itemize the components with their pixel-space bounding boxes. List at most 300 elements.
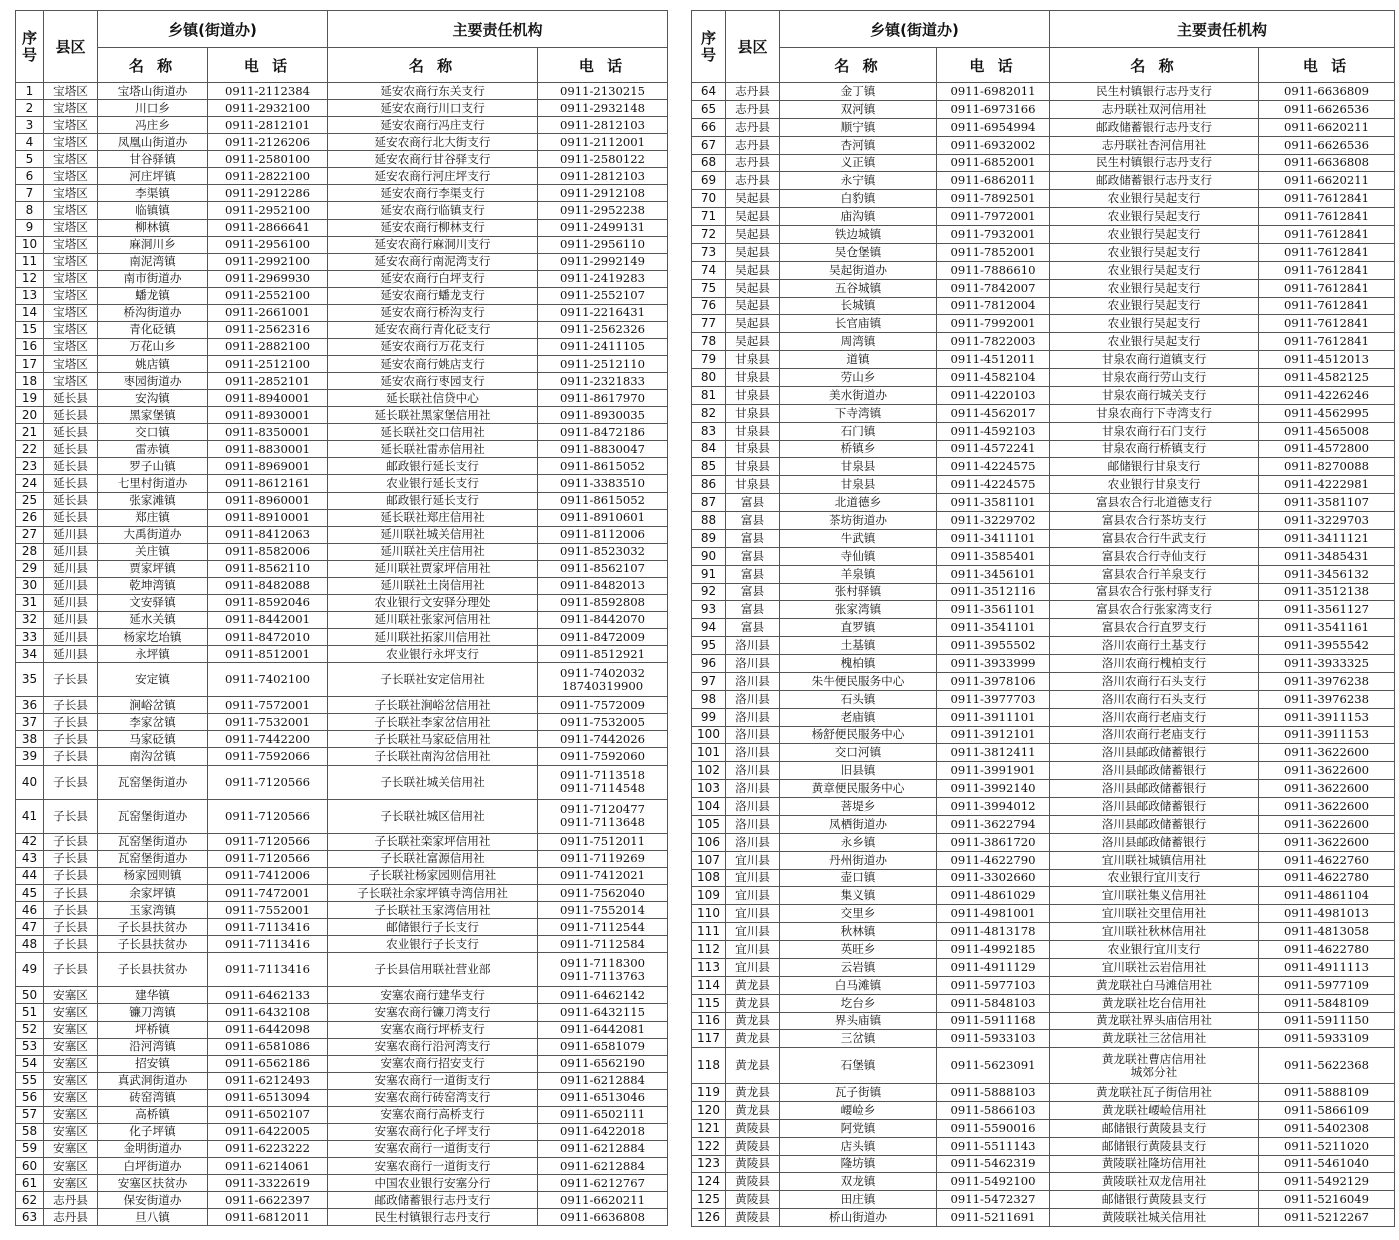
table-row	[692, 762, 1395, 780]
org-phone-cell: 0911-2321833	[538, 373, 668, 390]
county-cell: 甘泉县	[726, 351, 780, 369]
org-phone-cell: 0911-6212884	[538, 1140, 668, 1157]
county-cell: 吴起县	[726, 333, 780, 351]
header-county: 县区	[726, 11, 780, 83]
org-name-cell: 洛川农商行石头支行	[1050, 690, 1259, 708]
org-phone-cell: 0911-6581079	[538, 1038, 668, 1055]
seq-cell: 102	[692, 762, 726, 780]
seq-cell: 25	[16, 492, 44, 509]
header-seq: 序号	[16, 11, 44, 83]
org-name-cell: 安塞农商行一道街支行	[328, 1140, 538, 1157]
county-cell: 黄陵县	[726, 1155, 780, 1173]
town-phone-cell: 0911-8612161	[208, 475, 328, 492]
org-phone-cell: 0911-3622600	[1259, 762, 1395, 780]
org-phone-cell: 0911-7112544	[538, 919, 668, 936]
org-name-cell: 延安农商行白坪支行	[328, 270, 538, 287]
seq-cell: 27	[16, 526, 44, 543]
org-name-cell: 延安农商行蟠龙支行	[328, 287, 538, 304]
table-row	[692, 726, 1395, 744]
org-name-cell: 农业银行宜川支行	[1050, 869, 1259, 887]
town-name-cell: 槐柏镇	[780, 655, 937, 673]
town-name-cell: 下寺湾镇	[780, 404, 937, 422]
town-phone-cell: 0911-8930001	[208, 407, 328, 424]
town-phone-cell: 0911-3861720	[937, 833, 1050, 851]
town-phone-cell: 0911-6862011	[937, 172, 1050, 190]
seq-cell: 33	[16, 629, 44, 646]
seq-cell: 8	[16, 202, 44, 219]
town-name-cell: 界头庙镇	[780, 1012, 937, 1030]
town-name-cell: 真武洞街道办	[98, 1072, 208, 1089]
county-cell: 宝塔区	[44, 83, 98, 100]
org-name-cell: 延安农商行万花支行	[328, 338, 538, 355]
town-phone-cell: 0911-7402100	[208, 663, 328, 697]
town-name-cell: 七里村街道办	[98, 475, 208, 492]
town-phone-cell: 0911-6562186	[208, 1055, 328, 1072]
town-phone-cell: 0911-7572001	[208, 697, 328, 714]
org-name-cell: 延安农商行枣园支行	[328, 373, 538, 390]
org-name-cell: 邮储银行黄陵县支行	[1050, 1137, 1259, 1155]
town-phone-cell: 0911-6212493	[208, 1072, 328, 1089]
seq-cell: 116	[692, 1012, 726, 1030]
seq-cell: 42	[16, 833, 44, 850]
county-cell: 宝塔区	[44, 373, 98, 390]
town-phone-cell: 0911-7852001	[937, 243, 1050, 261]
org-name-cell: 甘泉农商行道镇支行	[1050, 351, 1259, 369]
org-phone-cell: 0911-2552107	[538, 287, 668, 304]
table-row	[692, 154, 1395, 172]
town-name-cell: 张村驿镇	[780, 583, 937, 601]
org-name-cell: 延长联社交口信用社	[328, 424, 538, 441]
org-name-cell: 农业银行甘泉支行	[1050, 476, 1259, 494]
town-phone-cell: 0911-2992100	[208, 253, 328, 270]
org-name-cell: 中国农业银行安塞分行	[328, 1175, 538, 1192]
org-name-cell: 延安农商行青化砭支行	[328, 321, 538, 338]
seq-cell: 68	[692, 154, 726, 172]
org-phone-cell: 0911-8482013	[538, 577, 668, 594]
county-cell: 吴起县	[726, 226, 780, 244]
county-cell: 子长县	[44, 697, 98, 714]
table-row	[692, 905, 1395, 923]
table-row	[692, 941, 1395, 959]
org-name-cell: 延长联社信贷中心	[328, 390, 538, 407]
table-row	[692, 1119, 1395, 1137]
table-row	[16, 731, 668, 748]
seq-cell: 7	[16, 185, 44, 202]
table-row	[692, 1155, 1395, 1173]
table-row	[692, 583, 1395, 601]
seq-cell: 79	[692, 351, 726, 369]
table-row	[16, 390, 668, 407]
seq-cell: 53	[16, 1038, 44, 1055]
org-phone-cell: 0911-4562995	[1259, 404, 1395, 422]
county-cell: 洛川县	[726, 780, 780, 798]
town-name-cell: 金明街道办	[98, 1140, 208, 1157]
org-name-cell: 子长联社富源信用社	[328, 850, 538, 867]
table-row	[692, 869, 1395, 887]
town-phone-cell: 0911-3978106	[937, 672, 1050, 690]
town-name-cell: 双龙镇	[780, 1173, 937, 1191]
org-phone-cell: 0911-6442081	[538, 1021, 668, 1038]
town-phone-cell: 0911-6442098	[208, 1021, 328, 1038]
town-phone-cell: 0911-2512100	[208, 356, 328, 373]
org-phone-cell: 0911-6562190	[538, 1055, 668, 1072]
org-phone-cell: 0911-8472009	[538, 629, 668, 646]
header-org-name: 名 称	[1050, 48, 1259, 83]
seq-cell: 22	[16, 441, 44, 458]
table-row	[692, 440, 1395, 458]
org-name-cell: 延川联社张家河信用社	[328, 611, 538, 628]
county-cell: 黄陵县	[726, 1137, 780, 1155]
org-phone-cell: 0911-4981013	[1259, 905, 1395, 923]
county-cell: 安塞区	[44, 1055, 98, 1072]
cell-line: 0911-7113518	[559, 768, 646, 783]
seq-cell: 61	[16, 1175, 44, 1192]
org-name-cell: 子长联社城关信用社	[328, 765, 538, 799]
cell-line: 18740319900	[561, 678, 644, 693]
town-phone-cell: 0911-6502107	[208, 1106, 328, 1123]
county-cell: 子长县	[44, 884, 98, 901]
org-name-cell: 民生村镇银行志丹支行	[328, 1209, 538, 1226]
org-phone-cell: 0911-7532005	[538, 714, 668, 731]
org-name-cell: 安塞农商行坪桥支行	[328, 1021, 538, 1038]
town-name-cell: 黄章便民服务中心	[780, 780, 937, 798]
org-phone-cell: 0911-6626536	[1259, 136, 1395, 154]
header-town-name: 名 称	[780, 48, 937, 83]
org-phone-cell: 0911-8830047	[538, 441, 668, 458]
seq-cell: 108	[692, 869, 726, 887]
org-name-cell: 民生村镇银行志丹支行	[1050, 154, 1259, 172]
seq-cell: 52	[16, 1021, 44, 1038]
org-name-cell: 安塞农商行砖窑湾支行	[328, 1089, 538, 1106]
org-phone-cell: 0911-8442070	[538, 611, 668, 628]
town-name-cell: 李渠镇	[98, 185, 208, 202]
county-cell: 吴起县	[726, 208, 780, 226]
seq-cell: 71	[692, 208, 726, 226]
town-name-cell: 杏河镇	[780, 136, 937, 154]
org-name-cell: 甘泉农商行石门支行	[1050, 422, 1259, 440]
table-row	[16, 356, 668, 373]
org-name-cell: 富县农合行寺仙支行	[1050, 547, 1259, 565]
county-cell: 甘泉县	[726, 404, 780, 422]
seq-cell: 123	[692, 1155, 726, 1173]
org-phone-cell: 0911-4582125	[1259, 369, 1395, 387]
town-name-cell: 麻洞川乡	[98, 236, 208, 253]
town-phone-cell: 0911-8412063	[208, 526, 328, 543]
town-phone-cell: 0911-3812411	[937, 744, 1050, 762]
town-name-cell: 张家湾镇	[780, 601, 937, 619]
org-phone-cell: 0911-4565008	[1259, 422, 1395, 440]
org-phone-cell: 0911-5211020	[1259, 1137, 1395, 1155]
org-phone-cell: 0911-5911150	[1259, 1012, 1395, 1030]
table-body-right	[692, 83, 1395, 1227]
org-phone-cell: 0911-3911153	[1259, 708, 1395, 726]
seq-cell: 6	[16, 168, 44, 185]
table-row	[692, 672, 1395, 690]
org-name-cell: 黄龙联社圪台信用社	[1050, 994, 1259, 1012]
town-phone-cell: 0911-7992001	[937, 315, 1050, 333]
town-name-cell: 柳林镇	[98, 219, 208, 236]
org-name-cell: 邮储银行黄陵县支行	[1050, 1119, 1259, 1137]
table-row	[16, 1004, 668, 1021]
seq-cell: 28	[16, 543, 44, 560]
town-name-cell: 周湾镇	[780, 333, 937, 351]
county-cell: 洛川县	[726, 690, 780, 708]
cell-line: 0911-7402032	[559, 665, 646, 680]
table-row	[16, 987, 668, 1004]
org-name-cell: 延长联社雷赤信用社	[328, 441, 538, 458]
org-phone-cell: 0911-4222981	[1259, 476, 1395, 494]
town-name-cell: 壶口镇	[780, 869, 937, 887]
town-phone-cell: 0911-3912101	[937, 726, 1050, 744]
town-name-cell: 瓦窑堡街道办	[98, 799, 208, 833]
org-phone-cell: 0911-3622600	[1259, 815, 1395, 833]
table-row	[16, 202, 668, 219]
seq-cell: 88	[692, 512, 726, 530]
county-cell: 宝塔区	[44, 219, 98, 236]
org-phone-cell: 0911-8112006	[538, 526, 668, 543]
town-phone-cell: 0911-8830001	[208, 441, 328, 458]
header-seq: 序号	[692, 11, 726, 83]
town-name-cell: 镰刀湾镇	[98, 1004, 208, 1021]
town-phone-cell: 0911-7972001	[937, 208, 1050, 226]
org-name-cell: 延安农商行甘谷驿支行	[328, 151, 538, 168]
seq-cell: 99	[692, 708, 726, 726]
seq-cell: 86	[692, 476, 726, 494]
seq-cell: 26	[16, 509, 44, 526]
org-name-cell: 延安农商行柳林支行	[328, 219, 538, 236]
org-phone-cell: 0911-2419283	[538, 270, 668, 287]
seq-cell: 83	[692, 422, 726, 440]
town-name-cell: 蟠龙镇	[98, 287, 208, 304]
org-phone-cell: 0911-7612841	[1259, 226, 1395, 244]
county-cell: 富县	[726, 601, 780, 619]
seq-cell: 103	[692, 780, 726, 798]
seq-cell: 94	[692, 619, 726, 637]
table-row	[16, 611, 668, 628]
table-row	[16, 441, 668, 458]
org-name-cell: 农业银行延长支行	[328, 475, 538, 492]
org-phone-cell: 0911-7612841	[1259, 243, 1395, 261]
table-row	[692, 976, 1395, 994]
town-name-cell: 牛武镇	[780, 529, 937, 547]
town-phone-cell: 0911-7822003	[937, 333, 1050, 351]
seq-cell: 41	[16, 799, 44, 833]
org-phone-cell: 0911-8615052	[538, 492, 668, 509]
town-name-cell: 金丁镇	[780, 83, 937, 101]
table-row	[692, 1209, 1395, 1227]
town-name-cell: 直罗镇	[780, 619, 937, 637]
table-row	[16, 850, 668, 867]
town-phone-cell: 0911-5492100	[937, 1173, 1050, 1191]
county-cell: 志丹县	[44, 1192, 98, 1209]
table-row	[16, 884, 668, 901]
org-phone-cell: 0911-2812103	[538, 117, 668, 134]
header-county: 县区	[44, 11, 98, 83]
table-row	[16, 526, 668, 543]
seq-cell: 107	[692, 851, 726, 869]
org-phone-cell: 0911-4512013	[1259, 351, 1395, 369]
table-row	[16, 1055, 668, 1072]
org-phone-cell: 0911-7512011	[538, 833, 668, 850]
cell-line: 0911-7120477	[559, 802, 646, 817]
org-phone-cell: 0911-3411121	[1259, 529, 1395, 547]
town-name-cell: 白豹镇	[780, 190, 937, 208]
table-row	[692, 83, 1395, 101]
seq-cell: 91	[692, 565, 726, 583]
town-name-cell: 延水关镇	[98, 611, 208, 628]
seq-cell: 117	[692, 1030, 726, 1048]
town-phone-cell: 0911-4224575	[937, 476, 1050, 494]
org-phone-cell: 0911-3622600	[1259, 744, 1395, 762]
town-phone-cell: 0911-3585401	[937, 547, 1050, 565]
org-phone-cell: 0911-3622600	[1259, 798, 1395, 816]
table-row	[692, 780, 1395, 798]
seq-cell: 72	[692, 226, 726, 244]
town-phone-cell: 0911-4572241	[937, 440, 1050, 458]
org-name-cell: 延川联社城关信用社	[328, 526, 538, 543]
seq-cell: 21	[16, 424, 44, 441]
org-name-cell: 志丹联社双河信用社	[1050, 100, 1259, 118]
org-phone-cell: 0911-7562040	[538, 884, 668, 901]
table-row	[16, 338, 668, 355]
town-name-cell: 五谷城镇	[780, 279, 937, 297]
county-cell: 志丹县	[726, 83, 780, 101]
org-name-cell: 邮政储蓄银行志丹支行	[1050, 172, 1259, 190]
county-cell: 吴起县	[726, 315, 780, 333]
seq-cell: 58	[16, 1123, 44, 1140]
town-phone-cell: 0911-3512116	[937, 583, 1050, 601]
town-phone-cell: 0911-6422005	[208, 1123, 328, 1140]
seq-cell: 3	[16, 117, 44, 134]
org-name-cell: 安塞农商行一道街支行	[328, 1158, 538, 1175]
seq-cell: 60	[16, 1158, 44, 1175]
table-row	[692, 637, 1395, 655]
org-name-cell: 延长联社黑家堡信用社	[328, 407, 538, 424]
table-row	[692, 690, 1395, 708]
seq-cell: 109	[692, 887, 726, 905]
org-phone-cell: 0911-4622780	[1259, 941, 1395, 959]
town-phone-cell: 0911-7120566	[208, 765, 328, 799]
county-cell: 子长县	[44, 731, 98, 748]
town-name-cell: 文安驿镇	[98, 594, 208, 611]
table-row	[692, 1048, 1395, 1084]
town-name-cell: 川口乡	[98, 100, 208, 117]
org-phone-cell: 0911-8910601	[538, 509, 668, 526]
county-cell: 宝塔区	[44, 321, 98, 338]
seq-cell: 70	[692, 190, 726, 208]
county-cell: 甘泉县	[726, 369, 780, 387]
town-name-cell: 高桥镇	[98, 1106, 208, 1123]
town-phone-cell: 0911-3581101	[937, 494, 1050, 512]
table-row	[16, 1106, 668, 1123]
town-phone-cell: 0911-4861029	[937, 887, 1050, 905]
county-cell: 洛川县	[726, 798, 780, 816]
county-cell: 宝塔区	[44, 356, 98, 373]
county-cell: 洛川县	[726, 672, 780, 690]
county-cell: 延长县	[44, 509, 98, 526]
town-name-cell: 马家砭镇	[98, 731, 208, 748]
seq-cell: 35	[16, 663, 44, 697]
table-row	[692, 601, 1395, 619]
org-name-cell: 延安农商行北大街支行	[328, 134, 538, 151]
header-org-group: 主要责任机构	[1050, 11, 1395, 48]
org-name-cell: 甘泉农商行劳山支行	[1050, 369, 1259, 387]
table-row	[16, 100, 668, 117]
seq-cell: 111	[692, 923, 726, 941]
seq-cell: 80	[692, 369, 726, 387]
county-cell: 子长县	[44, 936, 98, 953]
table-row	[16, 219, 668, 236]
town-phone-cell: 0911-2852101	[208, 373, 328, 390]
town-name-cell: 坪桥镇	[98, 1021, 208, 1038]
town-name-cell: 永乡镇	[780, 833, 937, 851]
town-name-cell: 青化砭镇	[98, 321, 208, 338]
county-cell: 延川县	[44, 577, 98, 594]
seq-cell: 2	[16, 100, 44, 117]
org-phone-cell: 0911-2512110	[538, 356, 668, 373]
county-cell: 富县	[726, 512, 780, 530]
org-phone-cell: 0911-8270088	[1259, 458, 1395, 476]
town-phone-cell: 0911-7113416	[208, 953, 328, 987]
town-name-cell: 瓦窑堡街道办	[98, 833, 208, 850]
org-name-cell: 富县农合行张村驿支行	[1050, 583, 1259, 601]
org-name-cell: 延安农商行东关支行	[328, 83, 538, 100]
org-phone-cell: 0911-3541161	[1259, 619, 1395, 637]
table-row	[692, 100, 1395, 118]
town-name-cell: 顺宁镇	[780, 118, 937, 136]
county-cell: 延长县	[44, 492, 98, 509]
town-phone-cell: 0911-7886610	[937, 261, 1050, 279]
table-row	[692, 815, 1395, 833]
table-row	[16, 373, 668, 390]
table-row	[16, 1072, 668, 1089]
org-name-cell: 延安农商行冯庄支行	[328, 117, 538, 134]
county-cell: 黄陵县	[726, 1119, 780, 1137]
org-phone-cell: 0911-4226246	[1259, 386, 1395, 404]
seq-cell: 85	[692, 458, 726, 476]
town-phone-cell: 0911-4512011	[937, 351, 1050, 369]
org-phone-cell: 0911-5622368	[1259, 1048, 1395, 1084]
county-cell: 洛川县	[726, 762, 780, 780]
table-row	[692, 744, 1395, 762]
town-phone-cell: 0911-7932001	[937, 226, 1050, 244]
county-cell: 志丹县	[726, 100, 780, 118]
county-cell: 安塞区	[44, 987, 98, 1004]
town-phone-cell: 0911-5866103	[937, 1101, 1050, 1119]
org-name-cell: 子长县信用联社营业部	[328, 953, 538, 987]
org-phone-cell: 0911-2992149	[538, 253, 668, 270]
table-row	[16, 1192, 668, 1209]
town-name-cell: 化子坪镇	[98, 1123, 208, 1140]
org-phone-cell: 0911-4861104	[1259, 887, 1395, 905]
town-phone-cell: 0911-6432108	[208, 1004, 328, 1021]
org-name-cell: 洛川农商行石头支行	[1050, 672, 1259, 690]
town-phone-cell: 0911-5211691	[937, 1209, 1050, 1227]
org-phone-cell: 0911-7442026	[538, 731, 668, 748]
seq-cell: 12	[16, 270, 44, 287]
org-name-cell: 洛川县邮政储蓄银行	[1050, 798, 1259, 816]
org-name-cell: 洛川县邮政储蓄银行	[1050, 780, 1259, 798]
org-name-cell: 延安农商行南泥湾支行	[328, 253, 538, 270]
seq-cell: 14	[16, 304, 44, 321]
town-phone-cell: 0911-2562316	[208, 321, 328, 338]
county-cell: 子长县	[44, 850, 98, 867]
org-name-cell: 民生村镇银行志丹支行	[1050, 83, 1259, 101]
county-cell: 安塞区	[44, 1158, 98, 1175]
county-cell: 子长县	[44, 833, 98, 850]
org-phone-cell: 0911-2932148	[538, 100, 668, 117]
org-name-cell: 子长联社涧峪岔信用社	[328, 697, 538, 714]
